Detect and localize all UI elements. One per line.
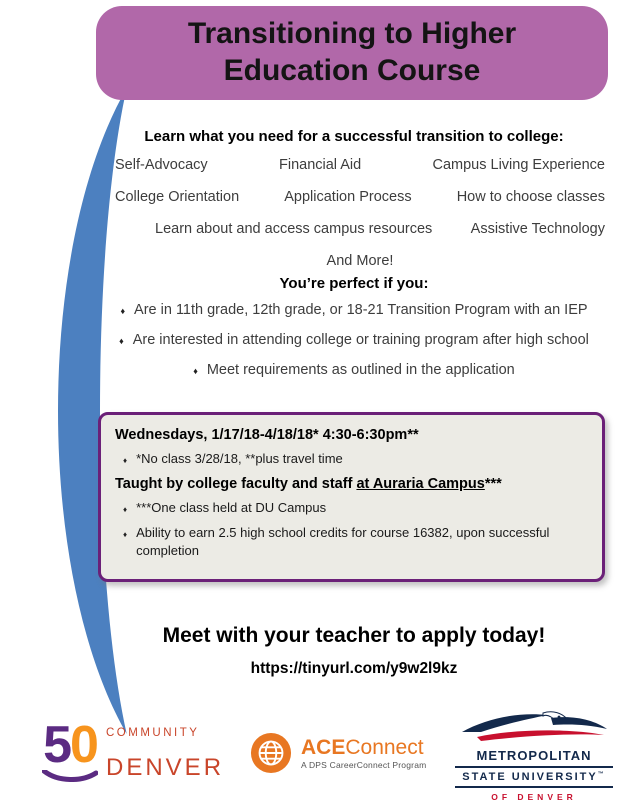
list-item <box>100 302 608 318</box>
list-item <box>100 362 608 378</box>
topic-college-orientation: College Orientation <box>115 189 240 205</box>
taught-suffix: *** <box>484 475 502 492</box>
ace-brand <box>301 736 426 759</box>
ace-brand-bold: ACE <box>301 735 346 759</box>
du-campus-note: ***One class held at DU Campus <box>136 499 327 515</box>
msu-metropolitan-label: METROPOLITAN <box>455 748 613 768</box>
diamond-bullet-icon: ♦ <box>193 366 198 376</box>
topics-row-3 <box>115 221 605 237</box>
diamond-bullet-icon: ♦ <box>123 504 128 514</box>
trademark-symbol: ™ <box>597 771 606 778</box>
topics-row-1 <box>115 157 605 173</box>
msu-state-university-text: STATE UNIVERSITY <box>462 771 598 783</box>
ccd-50-mark <box>42 716 98 782</box>
eligibility-list <box>100 302 608 392</box>
ccd-swoosh-shape <box>42 770 98 782</box>
no-class-note: *No class 3/28/18, **plus travel time <box>136 451 343 466</box>
page-title-line2: Education Course <box>223 54 481 87</box>
diamond-bullet-icon: ♦ <box>120 306 126 316</box>
ccd-digit-0: 0 <box>70 716 97 774</box>
ccd-digit-5: 5 <box>43 716 70 774</box>
ccd-wordmark <box>106 722 224 782</box>
ccd-50-number <box>43 716 97 774</box>
taught-by-line <box>115 476 586 492</box>
topic-campus-living: Campus Living Experience <box>432 157 605 173</box>
taught-prefix: Taught by college faculty and staff <box>115 475 357 492</box>
page-title-line1: Transitioning to Higher <box>187 17 517 51</box>
ace-wordmark <box>301 736 426 770</box>
globe-icon <box>250 732 292 774</box>
diamond-bullet-icon: ♦ <box>119 336 124 346</box>
diamond-bullet-icon: ♦ <box>123 530 128 540</box>
schedule-note-2 <box>123 499 586 517</box>
perfect-heading: You’re perfect if you: <box>279 275 429 292</box>
eligibility-requirements: Meet requirements as outlined in the application <box>206 362 515 378</box>
eligibility-grade: Are in 11th grade, 12th grade, or 18-21 Transition Program with an IEP <box>134 302 588 318</box>
topic-assistive-technology: Assistive Technology <box>470 221 605 237</box>
ace-brand-rest: Connect <box>345 735 424 759</box>
topic-choose-classes: How to choose classes <box>456 189 605 205</box>
schedule-note-3 <box>123 524 586 559</box>
topics-row-2 <box>115 189 605 205</box>
auraria-campus-underline: at Auraria Campus <box>356 475 485 492</box>
list-item <box>100 332 608 348</box>
topic-and-more: And More! <box>326 253 394 269</box>
topic-self-advocacy: Self-Advocacy <box>115 157 208 173</box>
ccd-community-label: COMMUNITY <box>106 727 200 739</box>
title-banner <box>96 6 608 100</box>
eligibility-interest: Are interested in attending college or training program after high school <box>132 332 589 348</box>
schedule-heading: Wednesdays, 1/17/18-4/18/18* 4:30-6:30pm** <box>115 427 419 443</box>
diamond-bullet-icon: ♦ <box>123 456 128 465</box>
topics-list <box>115 157 605 269</box>
cta-heading: Meet with your teacher to apply today! <box>162 624 546 647</box>
ace-connect-logo <box>250 732 426 774</box>
ccd-logo <box>42 716 225 782</box>
eagle-icon <box>459 710 609 746</box>
ccd-denver-label: DENVER <box>106 754 225 781</box>
topic-campus-resources: Learn about and access campus resources <box>155 221 433 237</box>
apply-url-link[interactable]: https://tinyurl.com/y9w2l9kz <box>250 660 458 677</box>
schedule-box <box>98 412 605 582</box>
intro-heading: Learn what you need for a successful transition to college: <box>144 128 564 145</box>
credits-note: Ability to earn 2.5 high school credits for course 16382, upon successful completion <box>136 525 550 558</box>
ace-subtitle: A DPS CareerConnect Program <box>301 760 427 771</box>
msu-state-university-label <box>455 768 613 788</box>
topic-application-process: Application Process <box>284 189 412 205</box>
msu-of-denver-label: OF DENVER <box>491 792 577 800</box>
schedule-note-1 <box>123 450 586 468</box>
msu-denver-logo <box>455 710 613 800</box>
topic-financial-aid: Financial Aid <box>278 157 362 173</box>
